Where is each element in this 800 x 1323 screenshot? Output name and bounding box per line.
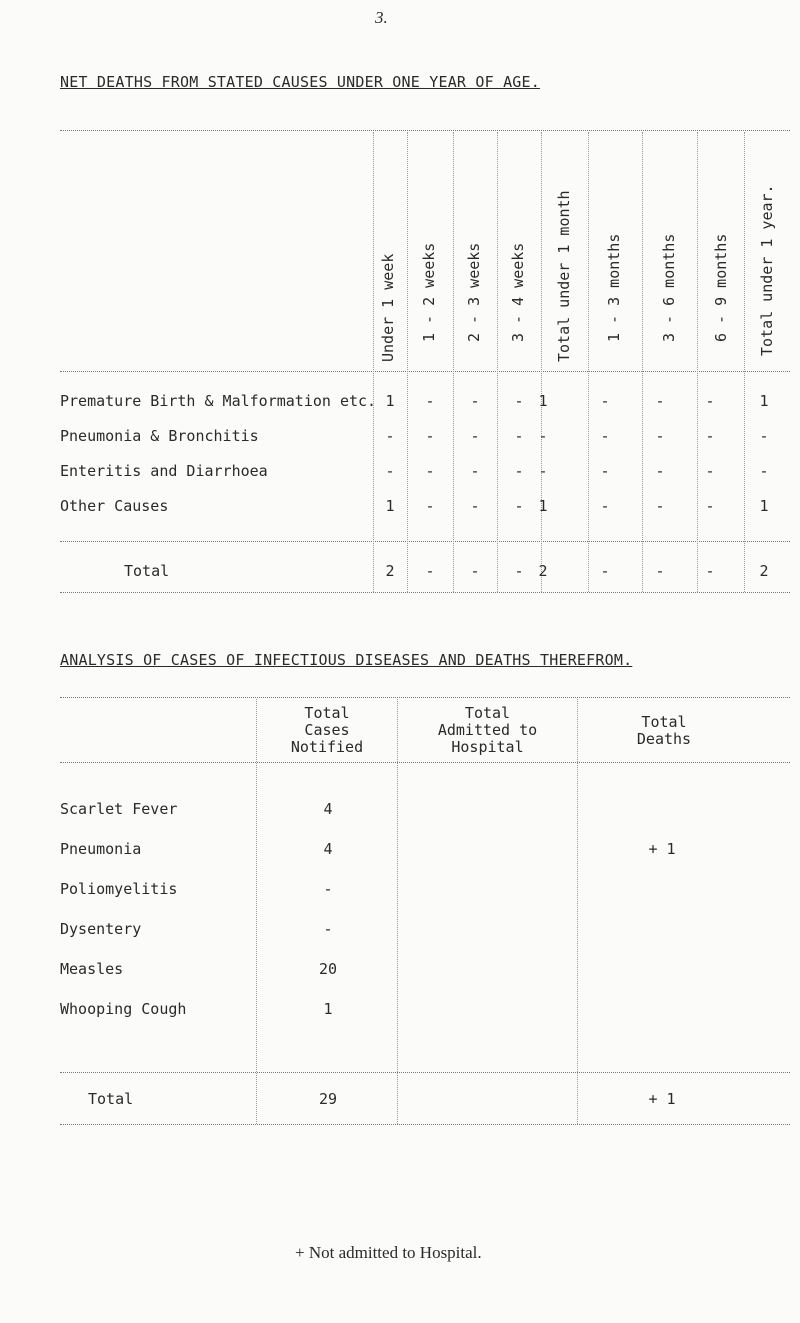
table-cell-notified: 1 [323, 1000, 333, 1018]
row-label-pneumonia: Pneumonia [60, 840, 142, 858]
table-cell-deaths: + 1 [648, 840, 676, 858]
table-cell: - [655, 427, 665, 445]
table-cell-notified-total: 29 [318, 1090, 338, 1108]
table-cell-total: - [655, 562, 665, 580]
footnote: + Not admitted to Hospital. [295, 1243, 482, 1262]
table-cell: - [385, 462, 395, 480]
col-head-3-4-weeks: 3 - 4 weeks [509, 242, 527, 342]
table-cell: - [538, 462, 548, 480]
col-head-line: Hospital [451, 738, 524, 756]
row-label-total: Total [88, 1090, 134, 1108]
table1-col-rule [541, 132, 542, 592]
row-label-dysentery: Dysentery [60, 920, 142, 938]
table-cell: - [514, 427, 524, 445]
row-label-premature-birth: Premature Birth & Malformation etc. [60, 392, 377, 410]
table2-col-rule [577, 699, 578, 1124]
table-cell-total: - [600, 562, 610, 580]
table-cell: - [705, 462, 715, 480]
col-head-1-3-months: 1 - 3 months [605, 233, 623, 342]
table1-col-rule [373, 132, 374, 592]
table-cell-total: - [425, 562, 435, 580]
table1-title: NET DEATHS FROM STATED CAUSES UNDER ONE YEAR OF AGE. [60, 73, 540, 91]
table-cell: - [514, 497, 524, 515]
row-label-poliomyelitis: Poliomyelitis [60, 880, 178, 898]
table1-col-rule [588, 132, 589, 592]
row-label-scarlet-fever: Scarlet Fever [60, 800, 178, 818]
table-cell: - [759, 427, 769, 445]
table-cell-total: 2 [385, 562, 395, 580]
table1-col-rule [407, 132, 408, 592]
table-cell: - [470, 462, 480, 480]
col-head-line: Notified [290, 738, 364, 756]
table-cell: - [514, 392, 524, 410]
table-cell-notified: 20 [318, 960, 338, 978]
table-cell-notified: - [323, 880, 333, 898]
table-cell: - [425, 392, 435, 410]
table-cell: - [425, 427, 435, 445]
col-head-line: Total [304, 704, 350, 722]
table2-header-rule [60, 762, 790, 763]
col-head-line: Total [641, 713, 687, 731]
table-cell: - [425, 462, 435, 480]
table-cell: 1 [759, 392, 769, 410]
table2-col-rule [397, 699, 398, 1124]
table1-bottom-rule [60, 592, 790, 593]
col-head-1-2-weeks: 1 - 2 weeks [420, 242, 438, 342]
table1-col-rule [642, 132, 643, 592]
table-cell: - [470, 392, 480, 410]
col-head-line: Deaths [636, 730, 692, 748]
row-label-other-causes: Other Causes [60, 497, 169, 515]
table-cell: - [655, 497, 665, 515]
col-head-total-under-1-month: Total under 1 month [555, 190, 573, 362]
table-cell: - [538, 427, 548, 445]
table-cell: - [385, 427, 395, 445]
table-cell: - [600, 427, 610, 445]
table-cell: - [600, 497, 610, 515]
row-label-pneumonia-bronchitis: Pneumonia & Bronchitis [60, 427, 259, 445]
col-head-cases-notified [258, 705, 396, 756]
col-head-total-under-1-year: Total under 1 year. [758, 184, 776, 356]
table-cell-total: - [470, 562, 480, 580]
row-label-measles: Measles [60, 960, 124, 978]
table-cell-total: 2 [759, 562, 769, 580]
table2-top-rule [60, 697, 790, 698]
col-head-total-deaths [579, 714, 749, 748]
table-cell: - [655, 462, 665, 480]
col-head-under-1-week: Under 1 week [379, 253, 397, 362]
row-label-whooping-cough: Whooping Cough [60, 1000, 187, 1018]
table1-col-rule [453, 132, 454, 592]
table2-col-rule [256, 699, 257, 1124]
table-cell: 1 [538, 497, 548, 515]
table-cell: - [705, 497, 715, 515]
table-cell-notified: 4 [323, 800, 333, 818]
table-cell-total: 2 [538, 562, 548, 580]
table-cell: - [705, 427, 715, 445]
table-cell: - [600, 462, 610, 480]
table-cell-total: - [514, 562, 524, 580]
table2-bottom-rule [60, 1124, 790, 1125]
table-cell-notified: 4 [323, 840, 333, 858]
table-cell: - [655, 392, 665, 410]
table-cell-notified: - [323, 920, 333, 938]
table-cell: - [425, 497, 435, 515]
table-cell-total: - [705, 562, 715, 580]
col-head-admitted-hospital [399, 705, 576, 756]
table-cell: - [759, 462, 769, 480]
table-cell: 1 [385, 497, 395, 515]
table-cell: - [705, 392, 715, 410]
table1-col-rule [697, 132, 698, 592]
table1-col-rule [744, 132, 745, 592]
table-cell-deaths-total: + 1 [648, 1090, 676, 1108]
table-cell: 1 [538, 392, 548, 410]
table2-total-rule [60, 1072, 790, 1073]
table1-col-rule [497, 132, 498, 592]
table-cell: 1 [385, 392, 395, 410]
col-head-line: Admitted to [437, 721, 538, 739]
table-cell: - [470, 497, 480, 515]
table1-top-rule [60, 130, 790, 131]
table1-total-rule [60, 541, 790, 542]
table-cell: - [514, 462, 524, 480]
col-head-3-6-months: 3 - 6 months [660, 233, 678, 342]
row-label-enteritis-diarrhoea: Enteritis and Diarrhoea [60, 462, 268, 480]
table-cell: 1 [759, 497, 769, 515]
page-number: 3. [375, 8, 388, 27]
table-cell: - [600, 392, 610, 410]
table-cell: - [470, 427, 480, 445]
table1-header-rule [60, 371, 790, 372]
col-head-line: Total [464, 704, 511, 722]
col-head-line: Cases [304, 721, 350, 739]
table2-title: ANALYSIS OF CASES OF INFECTIOUS DISEASES AND DEATHS THEREFROM. [60, 651, 633, 669]
col-head-2-3-weeks: 2 - 3 weeks [465, 242, 483, 342]
col-head-6-9-months: 6 - 9 months [712, 233, 730, 342]
row-label-total: Total [124, 562, 170, 580]
